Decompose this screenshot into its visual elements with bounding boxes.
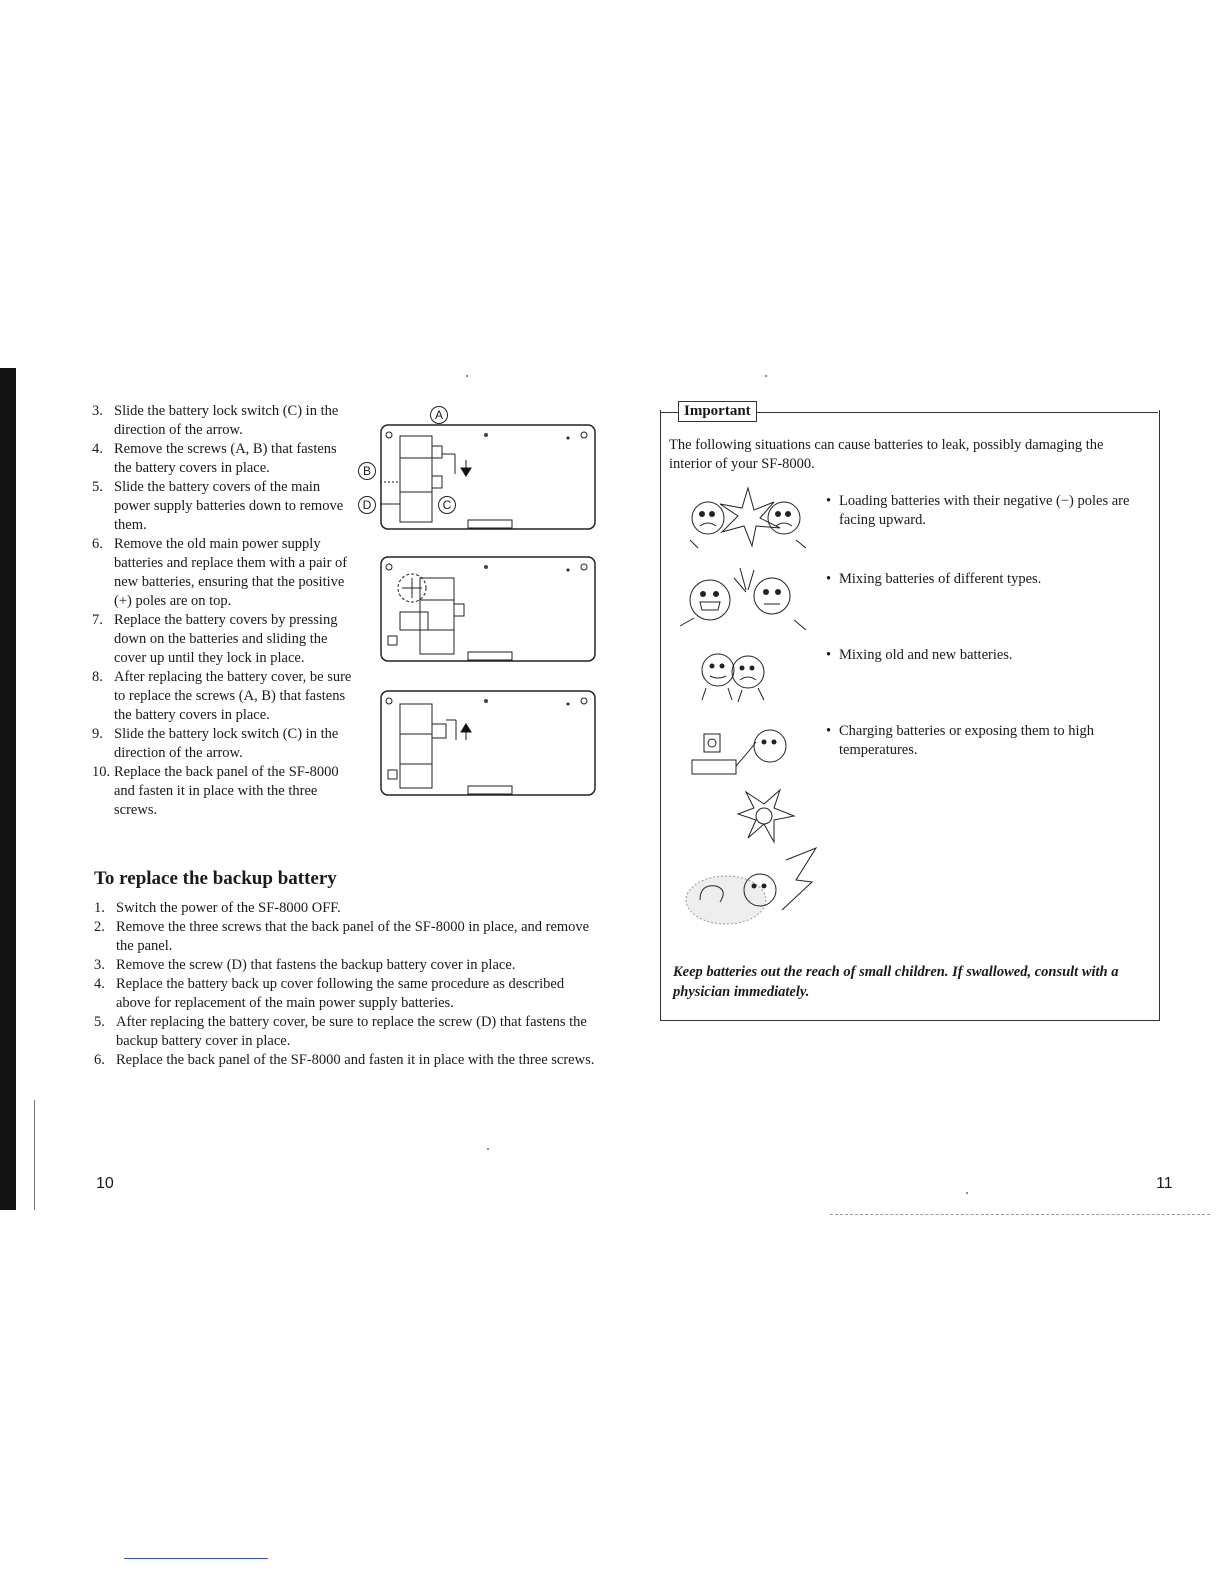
list-item: [92, 402, 354, 440]
step-text: After replacing the battery cover, be sure to replace the screws (A, B) that fastens the battery covers in place.: [114, 669, 352, 723]
main-battery-steps: [92, 402, 354, 820]
list-item: [92, 440, 354, 478]
step-number: 6.: [94, 1052, 105, 1068]
list-item: [94, 899, 598, 918]
battery-diagram-remove: [362, 408, 596, 534]
step-number: 2.: [94, 919, 105, 935]
step-text: Replace the battery covers by pressing down on the batteries and sliding the cover up until they lock in place.: [114, 612, 338, 666]
warning-text: Mixing old and new batteries.: [839, 647, 1013, 663]
child-safety-warning: Keep batteries out the reach of small children. If swallowed, consult with a physician immediately.: [673, 964, 1119, 1000]
charging-heat-illustration: [676, 720, 826, 930]
page-number-right: 11: [1156, 1175, 1173, 1192]
binding-edge: [0, 368, 16, 1210]
warning-text: Charging batteries or exposing them to high temperatures.: [839, 723, 1095, 758]
list-item: [92, 725, 354, 763]
warning-item: [826, 570, 1159, 589]
step-text: Remove the screws (A, B) that fastens the battery covers in place.: [114, 441, 337, 476]
list-item: [94, 1051, 598, 1070]
list-item: [92, 611, 354, 668]
battery-diagram-replace: [380, 690, 596, 800]
step-text: Slide the battery lock switch (C) in the direction of the arrow.: [114, 726, 339, 761]
callout-b: B: [358, 462, 376, 480]
warning-text: Mixing batteries of different types.: [839, 571, 1042, 587]
scan-mark: [34, 1100, 35, 1210]
step-number: 3.: [92, 403, 103, 419]
step-text: Remove the old main power supply batteries and replace them with a pair of new batteries, ensuring that the positive (+) poles are on top.: [114, 536, 348, 609]
callout-d: D: [358, 496, 376, 514]
step-number: 8.: [92, 669, 103, 685]
backup-battery-steps: [94, 899, 598, 1070]
scan-speck: [487, 1148, 489, 1150]
step-text: Slide the battery lock switch (C) in the direction of the arrow.: [114, 403, 339, 438]
list-item: [92, 535, 354, 611]
step-text: After replacing the battery cover, be sure to replace the screw (D) that fastens the backup battery cover in place.: [116, 1014, 587, 1049]
step-number: 10.: [92, 764, 111, 780]
footer-rule: [124, 1558, 268, 1559]
step-number: 7.: [92, 612, 103, 628]
step-text: Remove the screw (D) that fastens the backup battery cover in place.: [116, 957, 516, 973]
backup-battery-heading: To replace the backup battery: [94, 868, 337, 889]
step-number: 6.: [92, 536, 103, 552]
bullet-icon: •: [826, 647, 832, 663]
step-text: Switch the power of the SF-8000 OFF.: [116, 900, 341, 916]
step-number: 3.: [94, 957, 105, 973]
battery-compartment-illustration: [380, 424, 596, 534]
list-item: [94, 956, 598, 975]
callout-a: A: [430, 406, 448, 424]
warning-item: [826, 646, 1159, 665]
list-item: [94, 1013, 598, 1051]
battery-replace-illustration: [380, 690, 596, 800]
list-item: [92, 478, 354, 535]
bullet-icon: •: [826, 723, 832, 739]
step-number: 9.: [92, 726, 103, 742]
warning-text: Loading batteries with their negative (−) poles are facing upward.: [839, 493, 1130, 528]
battery-insert-illustration: [380, 556, 596, 666]
step-number: 1.: [94, 900, 105, 916]
important-intro: The following situations can cause batteries to leak, possibly damaging the interior of your SF-8000.: [669, 437, 1104, 472]
callout-c: C: [438, 496, 456, 514]
scan-speck: [765, 375, 767, 377]
list-item: [92, 763, 354, 820]
step-number: 4.: [94, 976, 105, 992]
step-text: Replace the back panel of the SF-8000 and fasten it in place with the three screws.: [114, 764, 339, 818]
list-item: [94, 975, 598, 1013]
bullet-icon: •: [826, 571, 832, 587]
step-number: 4.: [92, 441, 103, 457]
scan-speck: [466, 375, 468, 377]
warning-item: [826, 722, 1159, 760]
step-number: 5.: [94, 1014, 105, 1030]
step-text: Remove the three screws that the back panel of the SF-8000 in place, and remove the panel.: [116, 919, 590, 954]
step-text: Replace the battery back up cover following the same procedure as described above for replacement of the main power supply batteries.: [116, 976, 565, 1011]
step-number: 5.: [92, 479, 103, 495]
step-text: Replace the back panel of the SF-8000 and fasten it in place with the three screws.: [116, 1052, 595, 1068]
list-item: [92, 668, 354, 725]
battery-diagram-insert: [380, 556, 596, 666]
important-label: Important: [678, 401, 757, 422]
step-text: Slide the battery covers of the main power supply batteries down to remove them.: [114, 479, 344, 533]
scan-speck: [966, 1192, 968, 1194]
bullet-icon: •: [826, 493, 832, 509]
bottom-rule: [830, 1214, 1210, 1215]
mixed-battery-types-illustration: [670, 560, 816, 640]
old-new-batteries-illustration: [692, 644, 776, 704]
list-item: [94, 918, 598, 956]
upside-down-batteries-illustration: [682, 484, 814, 554]
warning-item: [826, 492, 1159, 530]
page-number-left: 10: [96, 1175, 114, 1192]
